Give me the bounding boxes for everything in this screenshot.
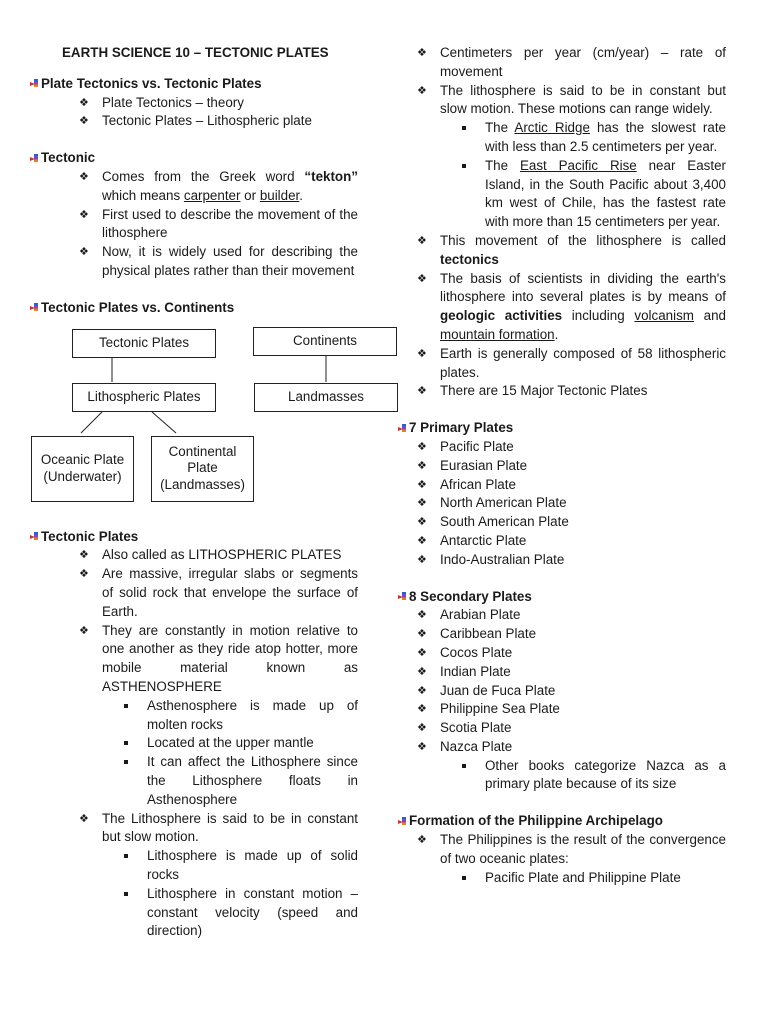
section-heading-plates-vs-continents: Tectonic Plates vs. Continents [30,299,358,318]
diamond-bullet-icon: ❖ [417,684,427,697]
section-heading-tectonic-plates: Tectonic Plates [30,528,358,547]
list [30,546,358,941]
diamond-bullet-icon: ❖ [79,624,89,637]
list [30,94,358,132]
arrow-bullet-icon [398,424,408,434]
diamond-bullet-icon: ❖ [417,497,427,510]
diamond-bullet-icon: ❖ [417,459,427,472]
section-heading-tectonic: Tectonic [30,149,358,168]
sub-list-item: Other books categorize Nazca as a primary plate because of its size [440,757,726,795]
primary-plates-list [368,438,726,570]
section-heading-secondary-plates: 8 Secondary Plates [398,588,726,607]
list-item: ❖ Caribbean Plate [368,625,726,644]
diamond-bullet-icon: ❖ [417,703,427,716]
diamond-bullet-icon: ❖ [417,347,427,360]
list-item: ❖ Now, it is widely used for describing the physical plates rather than their movement [79,244,358,278]
document-title: EARTH SCIENCE 10 – TECTONIC PLATES [62,45,329,60]
diamond-bullet-icon: ❖ [79,208,89,221]
list-item: ❖ Philippine Sea Plate [368,700,726,719]
sub-list-item: It can affect the Lithosphere since the Lithosphere floats in Asthenosphere [102,753,358,809]
diamond-bullet-icon: ❖ [79,170,89,183]
left-column [30,44,364,941]
list-item: ❖ The lithosphere is said to be in constant but slow motion. These motions can range widely. The Arctic Ridge has the slowest rate with less than 2.5 centimeters per year. The East Pacific Rise near Easter Island, in the South Pacific about 3,400 km west of Chile, has the fastest rate with more than 15 centimeters per year. [368,82,726,232]
list-item: ❖ There are 15 Major Tectonic Plates [368,382,726,401]
list-item: ❖ North American Plate [368,494,726,513]
arrow-bullet-icon [30,532,40,542]
list-item: ❖ Scotia Plate [368,719,726,738]
lithospheric-plates-box: Lithospheric Plates [72,383,216,412]
list-item: ❖ South American Plate [368,513,726,532]
tectonic-plates-box: Tectonic Plates [72,329,216,358]
list-item: ❖ Centimeters per year (cm/year) – rate of movement [417,45,726,79]
sub-list-item: Located at the upper mantle [102,734,358,753]
arrow-bullet-icon [398,592,408,602]
list [368,44,726,401]
sub-list [440,757,726,795]
diamond-bullet-icon: ❖ [417,478,427,491]
sub-list [102,847,358,941]
diamond-bullet-icon: ❖ [79,115,89,128]
diamond-bullet-icon: ❖ [417,553,427,566]
diamond-bullet-icon: ❖ [417,516,427,529]
diamond-bullet-icon: ❖ [417,234,427,247]
sub-list-item: Lithosphere is made up of solid rocks [102,847,358,885]
sub-list [440,869,726,888]
list [368,831,726,887]
diamond-bullet-icon: ❖ [417,440,427,453]
diamond-bullet-icon: ❖ [79,246,89,259]
sub-list [102,697,358,810]
list-item: ❖ They are constantly in motion relative to one another as they ride atop hotter, more mobile material known as ASTHENOSPHERE Asthenosphere is made up of molten rocks Located at the upper mantle It can affect the Lithosphere since the Lithosphere floats in Asthenosphere [30,622,358,810]
list-item: ❖ First used to describe the movement of the lithosphere [79,206,358,241]
diamond-bullet-icon: ❖ [417,385,427,398]
list-item: ❖ The Philippines is the result of the convergence of two oceanic plates: Pacific Plate and Philippine Plate [368,831,726,887]
section-heading-primary-plates: 7 Primary Plates [398,419,726,438]
list-item: ❖ Plate Tectonics – theory [30,94,358,113]
arrow-bullet-icon [398,817,408,827]
plates-continents-diagram [20,326,380,506]
diamond-bullet-icon: ❖ [417,84,427,97]
list [30,168,358,281]
list-item: ❖ Are massive, irregular slabs or segments of solid rock that envelope the surface of Earth. [79,566,358,619]
list-item: ❖ Arabian Plate [368,606,726,625]
diamond-bullet-icon: ❖ [417,722,427,735]
list-item: ❖ This movement of the lithosphere is called tectonics [417,232,726,267]
diamond-bullet-icon: ❖ [79,96,89,109]
list-item: ❖ Tectonic Plates – Lithospheric plate [30,112,358,131]
sub-list-item: The Arctic Ridge has the slowest rate with less than 2.5 centimeters per year. [440,119,726,157]
sub-list-item: Lithosphere in constant motion – constant velocity (speed and direction) [102,885,358,941]
list-item: ❖ Also called as LITHOSPHERIC PLATES [30,546,358,565]
right-column [398,44,726,887]
list-item: ❖ The Lithosphere is said to be in constant but slow motion. Lithosphere is made up of solid rocks Lithosphere in constant motion – constant velocity (speed and direction) [30,810,358,942]
list-item: ❖ African Plate [368,476,726,495]
diamond-bullet-icon: ❖ [417,628,427,641]
diamond-bullet-icon: ❖ [417,609,427,622]
arrow-bullet-icon [30,154,40,164]
list-item: ❖ The basis of scientists in dividing the earth's lithosphere into several plates is by means of geologic activities including volcanism and mountain formation. [417,270,726,342]
diamond-bullet-icon: ❖ [417,534,427,547]
list-item: ❖ Juan de Fuca Plate [368,682,726,701]
list-item: ❖ Comes from the Greek word “tekton” which means carpenter or builder. [79,168,358,203]
diamond-bullet-icon: ❖ [79,549,89,562]
list-item: ❖ Eurasian Plate [368,457,726,476]
list-item: ❖ Antarctic Plate [368,532,726,551]
landmasses-box: Landmasses [254,383,398,412]
list-item: ❖ Nazca Plate Other books categorize Nazca as a primary plate because of its size [368,738,726,794]
list-item: ❖ Indian Plate [368,663,726,682]
section-heading-plate-tectonics: Plate Tectonics vs. Tectonic Plates [30,75,358,94]
diamond-bullet-icon: ❖ [417,272,427,285]
diamond-bullet-icon: ❖ [417,740,427,753]
list-item: ❖ Earth is generally composed of 58 lithospheric plates. [417,345,726,380]
list-item: ❖ Cocos Plate [368,644,726,663]
continents-box: Continents [253,327,397,356]
sub-list-item: Pacific Plate and Philippine Plate [440,869,726,888]
diamond-bullet-icon: ❖ [79,568,89,581]
continental-plate-box: Continental Plate (Landmasses) [151,436,254,502]
diamond-bullet-icon: ❖ [417,47,427,59]
diamond-bullet-icon: ❖ [79,812,89,825]
sub-list-item: The East Pacific Rise near Easter Island, in the South Pacific about 3,400 km west of Chile, has the fastest rate with more than 15 centimeters per year. [440,157,726,232]
arrow-bullet-icon [30,79,40,89]
diamond-bullet-icon: ❖ [417,646,427,659]
sub-list [440,119,726,232]
diamond-bullet-icon: ❖ [417,834,427,847]
sub-list-item: Asthenosphere is made up of molten rocks [102,697,358,735]
list-item: ❖ Pacific Plate [368,438,726,457]
secondary-plates-list [368,606,726,794]
oceanic-plate-box: Oceanic Plate (Underwater) [31,436,134,502]
diamond-bullet-icon: ❖ [417,665,427,678]
section-heading-philippine-formation: Formation of the Philippine Archipelago [398,812,726,831]
list-item: ❖ Indo-Australian Plate [368,551,726,570]
arrow-bullet-icon [30,303,40,313]
